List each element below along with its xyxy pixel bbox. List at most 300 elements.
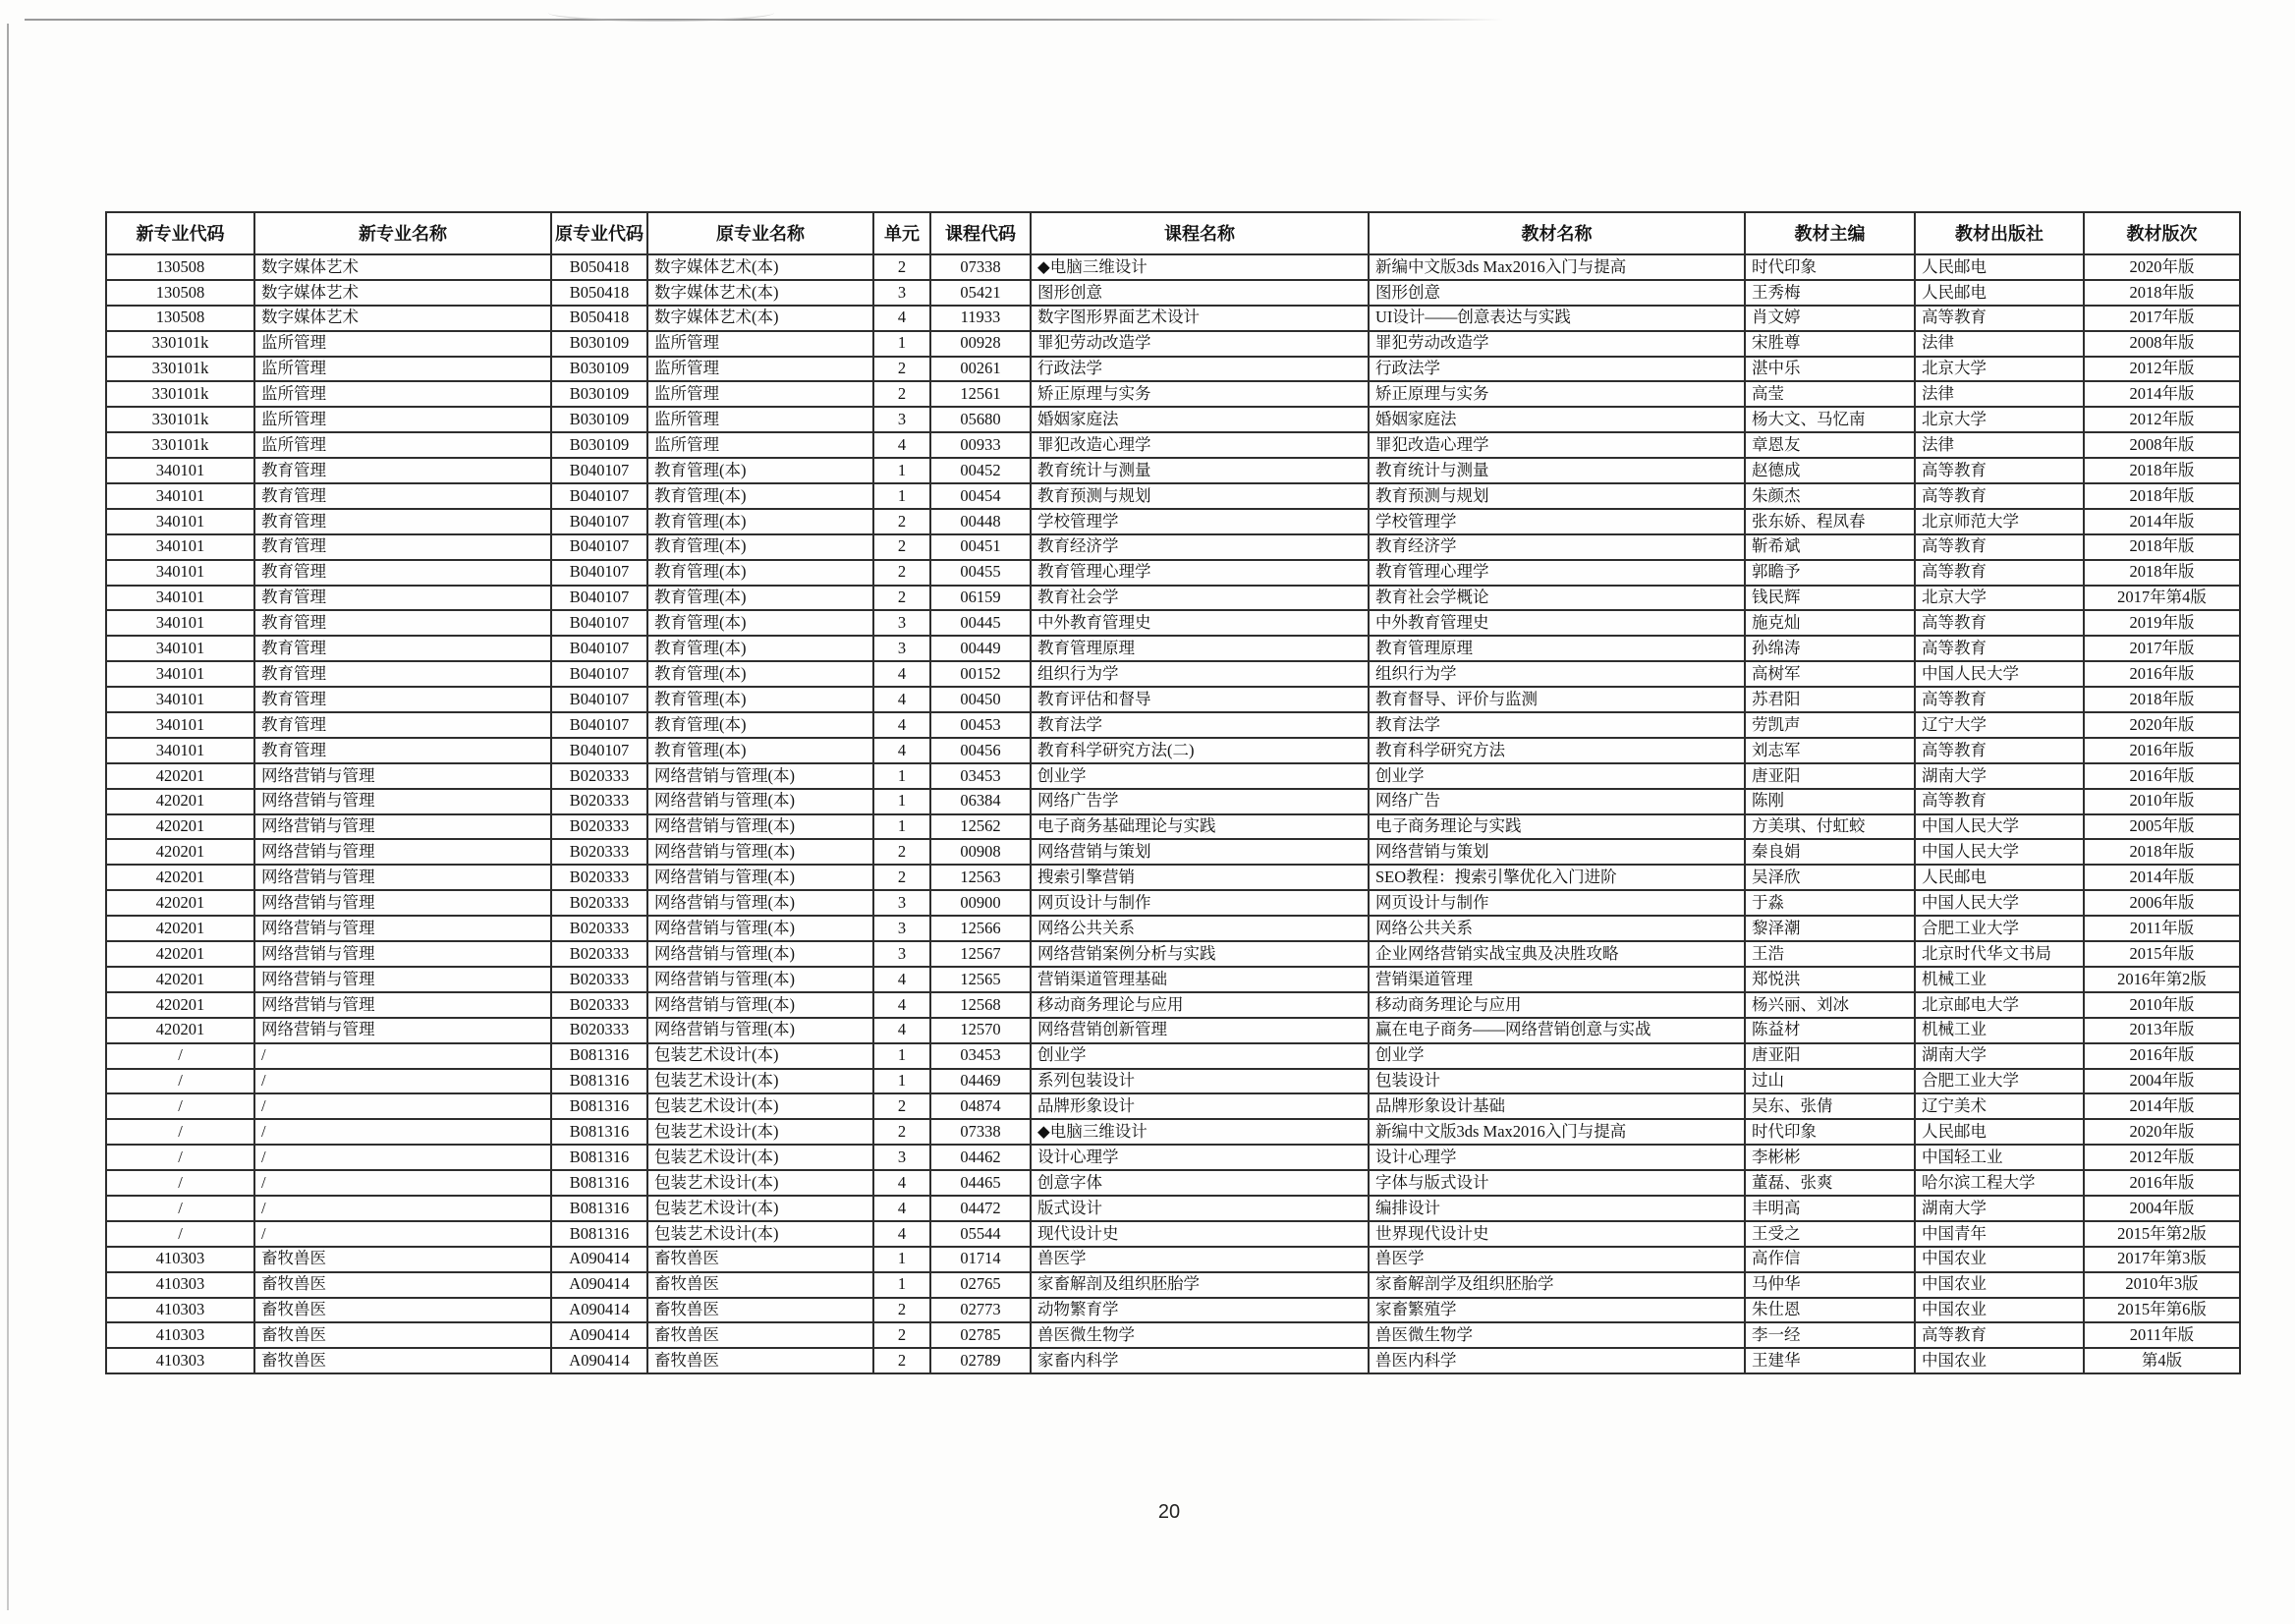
table-cell: 组织行为学 xyxy=(1031,661,1369,687)
table-cell: 教育管理 xyxy=(254,534,551,560)
table-cell: B050418 xyxy=(551,254,647,280)
table-row xyxy=(106,661,2240,687)
table-cell: 3 xyxy=(873,636,930,661)
table-cell: 340101 xyxy=(106,560,254,586)
table-cell: 监所管理 xyxy=(254,357,551,382)
table-cell: 00451 xyxy=(930,534,1031,560)
table-cell: B020333 xyxy=(551,916,647,941)
table-cell: B040107 xyxy=(551,560,647,586)
table-cell: 02765 xyxy=(930,1272,1031,1298)
table-cell: B040107 xyxy=(551,636,647,661)
table-cell: 北京大学 xyxy=(1915,407,2084,432)
table-cell: B081316 xyxy=(551,1221,647,1247)
table-cell: 网络营销与管理 xyxy=(254,763,551,789)
table-cell: 2018年版 xyxy=(2084,483,2240,509)
table-cell: 系列包装设计 xyxy=(1031,1069,1369,1094)
table-cell: 湛中乐 xyxy=(1745,357,1915,382)
table-cell: 4 xyxy=(873,738,930,763)
table-cell: 1 xyxy=(873,789,930,814)
table-cell: 网页设计与制作 xyxy=(1031,890,1369,916)
table-cell: B040107 xyxy=(551,712,647,738)
table-cell: 郑悦洪 xyxy=(1745,967,1915,992)
table-cell: 4 xyxy=(873,1018,930,1043)
table-cell: 高等教育 xyxy=(1915,306,2084,331)
table-cell: 2016年版 xyxy=(2084,1043,2240,1069)
table-cell: 2017年第3版 xyxy=(2084,1247,2240,1272)
table-cell: 杨兴丽、刘冰 xyxy=(1745,992,1915,1018)
table-row xyxy=(106,890,2240,916)
table-cell: 2016年版 xyxy=(2084,661,2240,687)
table-cell: 420201 xyxy=(106,967,254,992)
table-cell: 420201 xyxy=(106,916,254,941)
table-cell: 人民邮电 xyxy=(1915,865,2084,890)
table-cell: 中国农业 xyxy=(1915,1272,2084,1298)
table-row xyxy=(106,1093,2240,1119)
table-row xyxy=(106,1119,2240,1145)
table-row xyxy=(106,992,2240,1018)
table-cell: 06159 xyxy=(930,586,1031,611)
table-cell: 2012年版 xyxy=(2084,1145,2240,1170)
table-cell: 1 xyxy=(873,1069,930,1094)
table-cell: 北京时代华文书局 xyxy=(1915,941,2084,967)
header-row xyxy=(106,212,2240,254)
table-cell: 教育督导、评价与监测 xyxy=(1369,687,1745,712)
table-row xyxy=(106,967,2240,992)
table-cell: 2015年第2版 xyxy=(2084,1221,2240,1247)
table-cell: 陈益材 xyxy=(1745,1018,1915,1043)
table-cell: 中国农业 xyxy=(1915,1348,2084,1373)
table-cell: 矫正原理与实务 xyxy=(1031,381,1369,407)
table-cell: 营销渠道管理 xyxy=(1369,967,1745,992)
table-cell: 340101 xyxy=(106,712,254,738)
table-cell: 2011年版 xyxy=(2084,1322,2240,1348)
table-cell: 创业学 xyxy=(1369,1043,1745,1069)
table-cell: 教育社会学 xyxy=(1031,586,1369,611)
table-row xyxy=(106,331,2240,357)
table-cell: 340101 xyxy=(106,586,254,611)
table-cell: B050418 xyxy=(551,280,647,306)
table-row xyxy=(106,1069,2240,1094)
table-cell: 网络广告学 xyxy=(1031,789,1369,814)
table-cell: 教育管理(本) xyxy=(647,636,873,661)
column-header: 课程名称 xyxy=(1031,212,1369,254)
table-cell: 12563 xyxy=(930,865,1031,890)
table-cell: 网络营销与管理(本) xyxy=(647,941,873,967)
table-cell: 数字媒体艺术(本) xyxy=(647,306,873,331)
table-cell: 2014年版 xyxy=(2084,509,2240,534)
table-cell: 字体与版式设计 xyxy=(1369,1170,1745,1196)
table-cell: 330101k xyxy=(106,381,254,407)
table-cell: 包装艺术设计(本) xyxy=(647,1093,873,1119)
table-cell: 罪犯劳动改造学 xyxy=(1369,331,1745,357)
table-row xyxy=(106,1043,2240,1069)
table-cell: 2 xyxy=(873,865,930,890)
table-row xyxy=(106,687,2240,712)
table-cell: 4 xyxy=(873,1170,930,1196)
table-cell: / xyxy=(106,1170,254,1196)
table-cell: B040107 xyxy=(551,738,647,763)
table-cell: 4 xyxy=(873,1196,930,1221)
table-cell: 340101 xyxy=(106,483,254,509)
table-cell: B020333 xyxy=(551,967,647,992)
table-row xyxy=(106,280,2240,306)
table-cell: B040107 xyxy=(551,610,647,636)
table-cell: 唐亚阳 xyxy=(1745,763,1915,789)
table-cell: 包装艺术设计(本) xyxy=(647,1069,873,1094)
table-cell: 于淼 xyxy=(1745,890,1915,916)
table-cell: 教育管理(本) xyxy=(647,610,873,636)
table-cell: B020333 xyxy=(551,992,647,1018)
table-cell: 教育社会学概论 xyxy=(1369,586,1745,611)
table-cell: / xyxy=(254,1170,551,1196)
table-cell: 网络营销与管理(本) xyxy=(647,763,873,789)
table-cell: B040107 xyxy=(551,458,647,483)
table-cell: 410303 xyxy=(106,1298,254,1323)
table-cell: 宋胜尊 xyxy=(1745,331,1915,357)
table-cell: 网络营销与管理(本) xyxy=(647,839,873,865)
table-cell: 监所管理 xyxy=(254,432,551,458)
table-cell: 410303 xyxy=(106,1272,254,1298)
table-cell: 07338 xyxy=(930,254,1031,280)
table-cell: 04462 xyxy=(930,1145,1031,1170)
table-cell: 兽医学 xyxy=(1031,1247,1369,1272)
table-cell: 420201 xyxy=(106,1018,254,1043)
table-cell: 2 xyxy=(873,1348,930,1373)
table-cell: 教育预测与规划 xyxy=(1369,483,1745,509)
table-cell: 监所管理 xyxy=(254,407,551,432)
table-cell: 高树军 xyxy=(1745,661,1915,687)
table-cell: 网络营销与管理(本) xyxy=(647,1018,873,1043)
table-cell: 教育管理(本) xyxy=(647,509,873,534)
table-cell: 湖南大学 xyxy=(1915,763,2084,789)
table-cell: 网络营销案例分析与实践 xyxy=(1031,941,1369,967)
table-cell: B050418 xyxy=(551,306,647,331)
table-cell: 教育管理原理 xyxy=(1031,636,1369,661)
table-cell: 3 xyxy=(873,890,930,916)
table-cell: 00448 xyxy=(930,509,1031,534)
scan-border-top-line xyxy=(25,19,1503,21)
table-row xyxy=(106,610,2240,636)
table-cell: 2008年版 xyxy=(2084,331,2240,357)
table-cell: 00454 xyxy=(930,483,1031,509)
table-cell: 兽医内科学 xyxy=(1369,1348,1745,1373)
table-row xyxy=(106,712,2240,738)
table-cell: 网络营销与管理 xyxy=(254,992,551,1018)
table-cell: 2016年版 xyxy=(2084,1170,2240,1196)
table-cell: / xyxy=(254,1221,551,1247)
table-cell: 05680 xyxy=(930,407,1031,432)
table-cell: B081316 xyxy=(551,1196,647,1221)
table-cell: 12565 xyxy=(930,967,1031,992)
table-cell: 12567 xyxy=(930,941,1031,967)
table-cell: B040107 xyxy=(551,534,647,560)
table-cell: 兽医微生物学 xyxy=(1369,1322,1745,1348)
table-cell: 教育经济学 xyxy=(1031,534,1369,560)
table-row xyxy=(106,789,2240,814)
table-cell: 施克灿 xyxy=(1745,610,1915,636)
table-cell: 03453 xyxy=(930,1043,1031,1069)
table-cell: 教育管理(本) xyxy=(647,661,873,687)
table-row xyxy=(106,636,2240,661)
table-cell: 00908 xyxy=(930,839,1031,865)
table-cell: 包装艺术设计(本) xyxy=(647,1170,873,1196)
table-cell: 340101 xyxy=(106,509,254,534)
table-row xyxy=(106,1018,2240,1043)
table-row xyxy=(106,1145,2240,1170)
table-cell: 教育管理 xyxy=(254,509,551,534)
table-cell: 王秀梅 xyxy=(1745,280,1915,306)
table-cell: 410303 xyxy=(106,1322,254,1348)
table-cell: 中国人民大学 xyxy=(1915,661,2084,687)
table-cell: 高等教育 xyxy=(1915,483,2084,509)
table-cell: 包装艺术设计(本) xyxy=(647,1196,873,1221)
table-cell: 北京大学 xyxy=(1915,357,2084,382)
table-cell: 新编中文版3ds Max2016入门与提高 xyxy=(1369,254,1745,280)
table-cell: 340101 xyxy=(106,610,254,636)
table-cell: B081316 xyxy=(551,1145,647,1170)
table-cell: 教育管理(本) xyxy=(647,560,873,586)
table-cell: 00450 xyxy=(930,687,1031,712)
table-cell: 2010年3版 xyxy=(2084,1272,2240,1298)
table-cell: 教育管理 xyxy=(254,586,551,611)
table-cell: 教育预测与规划 xyxy=(1031,483,1369,509)
table-cell: 丰明高 xyxy=(1745,1196,1915,1221)
table-cell: 高莹 xyxy=(1745,381,1915,407)
table-row xyxy=(106,839,2240,865)
table-cell: 2 xyxy=(873,1322,930,1348)
table-row xyxy=(106,738,2240,763)
table-cell: 00261 xyxy=(930,357,1031,382)
table-cell: 包装艺术设计(本) xyxy=(647,1221,873,1247)
table-cell: 2 xyxy=(873,381,930,407)
table-cell: 04469 xyxy=(930,1069,1031,1094)
table-row xyxy=(106,1247,2240,1272)
table-cell: SEO教程：搜索引擎优化入门进阶 xyxy=(1369,865,1745,890)
table-cell: 监所管理 xyxy=(254,331,551,357)
table-cell: 网络营销创新管理 xyxy=(1031,1018,1369,1043)
table-cell: 畜牧兽医 xyxy=(254,1298,551,1323)
table-cell: 2010年版 xyxy=(2084,789,2240,814)
table-cell: 兽医学 xyxy=(1369,1247,1745,1272)
page-number: 20 xyxy=(1157,1501,1181,1523)
table-cell: 2016年版 xyxy=(2084,738,2240,763)
table-cell: 李一经 xyxy=(1745,1322,1915,1348)
table-cell: 教育管理 xyxy=(254,610,551,636)
table-cell: 移动商务理论与应用 xyxy=(1369,992,1745,1018)
table-cell: 人民邮电 xyxy=(1915,1119,2084,1145)
table-row xyxy=(106,306,2240,331)
table-cell: 高等教育 xyxy=(1915,636,2084,661)
table-cell: 00449 xyxy=(930,636,1031,661)
table-cell: 2018年版 xyxy=(2084,687,2240,712)
table-cell: 时代印象 xyxy=(1745,1119,1915,1145)
table-cell: 2018年版 xyxy=(2084,458,2240,483)
table-cell: 包装艺术设计(本) xyxy=(647,1145,873,1170)
table-cell: 410303 xyxy=(106,1247,254,1272)
table-cell: 00445 xyxy=(930,610,1031,636)
table-cell: B030109 xyxy=(551,381,647,407)
table-cell: 340101 xyxy=(106,687,254,712)
table-cell: 湖南大学 xyxy=(1915,1196,2084,1221)
table-row xyxy=(106,1170,2240,1196)
table-cell: B020333 xyxy=(551,890,647,916)
table-cell: 畜牧兽医 xyxy=(647,1298,873,1323)
table-cell: 高等教育 xyxy=(1915,560,2084,586)
table-cell: 高等教育 xyxy=(1915,789,2084,814)
table-cell: 肖文婷 xyxy=(1745,306,1915,331)
table-cell: 朱颜杰 xyxy=(1745,483,1915,509)
table-cell: 高等教育 xyxy=(1915,738,2084,763)
table-cell: 畜牧兽医 xyxy=(254,1348,551,1373)
table-cell: 监所管理 xyxy=(647,381,873,407)
column-header: 教材名称 xyxy=(1369,212,1745,254)
table-cell: 网络营销与管理(本) xyxy=(647,865,873,890)
table-cell: 张东娇、程凤春 xyxy=(1745,509,1915,534)
table-cell: 2012年版 xyxy=(2084,357,2240,382)
table-cell: 刘志军 xyxy=(1745,738,1915,763)
table-cell: A090414 xyxy=(551,1272,647,1298)
table-cell: B040107 xyxy=(551,687,647,712)
table-cell: / xyxy=(254,1069,551,1094)
table-cell: 北京师范大学 xyxy=(1915,509,2084,534)
table-cell: 420201 xyxy=(106,992,254,1018)
table-row xyxy=(106,1322,2240,1348)
table-row xyxy=(106,1272,2240,1298)
table-cell: 设计心理学 xyxy=(1031,1145,1369,1170)
table-cell: 网络营销与管理(本) xyxy=(647,992,873,1018)
table-cell: 品牌形象设计 xyxy=(1031,1093,1369,1119)
table-cell: 2018年版 xyxy=(2084,560,2240,586)
table-cell: 网络营销与管理(本) xyxy=(647,814,873,840)
table-cell: 教育法学 xyxy=(1031,712,1369,738)
column-header: 课程代码 xyxy=(930,212,1031,254)
table-cell: 王建华 xyxy=(1745,1348,1915,1373)
table-cell: 郭瞻予 xyxy=(1745,560,1915,586)
table-row xyxy=(106,534,2240,560)
table-cell: 410303 xyxy=(106,1348,254,1373)
table-cell: 2 xyxy=(873,357,930,382)
table-cell: 畜牧兽医 xyxy=(647,1272,873,1298)
table-cell: 畜牧兽医 xyxy=(647,1348,873,1373)
table-cell: 4 xyxy=(873,1221,930,1247)
table-cell: 03453 xyxy=(930,763,1031,789)
table-cell: 教育管理(本) xyxy=(647,458,873,483)
table-cell: 网络营销与管理 xyxy=(254,839,551,865)
table-cell: 人民邮电 xyxy=(1915,254,2084,280)
table-cell: 企业网络营销实战宝典及决胜攻略 xyxy=(1369,941,1745,967)
table-row xyxy=(106,458,2240,483)
table-cell: 2013年版 xyxy=(2084,1018,2240,1043)
column-header: 单元 xyxy=(873,212,930,254)
table-cell: 高等教育 xyxy=(1915,458,2084,483)
table-cell: 家畜内科学 xyxy=(1031,1348,1369,1373)
table-cell: 2019年版 xyxy=(2084,610,2240,636)
table-cell: 00900 xyxy=(930,890,1031,916)
table-cell: / xyxy=(254,1145,551,1170)
column-header: 原专业名称 xyxy=(647,212,873,254)
table-cell: 家畜解剖及组织胚胎学 xyxy=(1031,1272,1369,1298)
table-cell: 赵德成 xyxy=(1745,458,1915,483)
table-cell: 监所管理 xyxy=(254,381,551,407)
table-cell: 130508 xyxy=(106,254,254,280)
table-cell: 学校管理学 xyxy=(1369,509,1745,534)
table-cell: / xyxy=(254,1196,551,1221)
column-header: 教材主编 xyxy=(1745,212,1915,254)
table-cell: / xyxy=(254,1119,551,1145)
table-row xyxy=(106,865,2240,890)
table-cell: / xyxy=(106,1119,254,1145)
table-cell: 网络营销与管理 xyxy=(254,916,551,941)
table-cell: 420201 xyxy=(106,839,254,865)
table-cell: 340101 xyxy=(106,661,254,687)
table-cell: 2005年版 xyxy=(2084,814,2240,840)
table-cell: B081316 xyxy=(551,1043,647,1069)
table-cell: 00452 xyxy=(930,458,1031,483)
table-cell: 1 xyxy=(873,458,930,483)
table-cell: 教育统计与测量 xyxy=(1031,458,1369,483)
table-cell: 00152 xyxy=(930,661,1031,687)
table-cell: / xyxy=(106,1196,254,1221)
column-header: 教材出版社 xyxy=(1915,212,2084,254)
table-cell: 版式设计 xyxy=(1031,1196,1369,1221)
table-cell: 孙绵涛 xyxy=(1745,636,1915,661)
table-cell: 设计心理学 xyxy=(1369,1145,1745,1170)
table-cell: 教育管理 xyxy=(254,483,551,509)
table-row xyxy=(106,560,2240,586)
table-cell: 兽医微生物学 xyxy=(1031,1322,1369,1348)
table-cell: 创业学 xyxy=(1369,763,1745,789)
table-row xyxy=(106,763,2240,789)
table-cell: / xyxy=(106,1221,254,1247)
table-cell: 教育管理(本) xyxy=(647,738,873,763)
table-cell: 畜牧兽医 xyxy=(254,1272,551,1298)
table-cell: / xyxy=(106,1145,254,1170)
table-cell: 教育统计与测量 xyxy=(1369,458,1745,483)
table-cell: 12561 xyxy=(930,381,1031,407)
table-cell: 2004年版 xyxy=(2084,1196,2240,1221)
table-row xyxy=(106,407,2240,432)
table-cell: 00456 xyxy=(930,738,1031,763)
table-cell: 网络公共关系 xyxy=(1369,916,1745,941)
table-cell: 朱仕恩 xyxy=(1745,1298,1915,1323)
table-row xyxy=(106,941,2240,967)
table-cell: 方美琪、付虹蛟 xyxy=(1745,814,1915,840)
table-cell: 苏君阳 xyxy=(1745,687,1915,712)
table-cell: 网络营销与管理 xyxy=(254,890,551,916)
table-cell: 中外教育管理史 xyxy=(1369,610,1745,636)
table-cell: 教育管理(本) xyxy=(647,586,873,611)
table-cell: 04465 xyxy=(930,1170,1031,1196)
table-cell: 监所管理 xyxy=(647,357,873,382)
table-cell: B020333 xyxy=(551,1018,647,1043)
table-cell: 05421 xyxy=(930,280,1031,306)
table-cell: A090414 xyxy=(551,1298,647,1323)
table-cell: 3 xyxy=(873,610,930,636)
table-cell: 11933 xyxy=(930,306,1031,331)
table-cell: 创业学 xyxy=(1031,763,1369,789)
table-cell: 马仲华 xyxy=(1745,1272,1915,1298)
table-cell: 2 xyxy=(873,1119,930,1145)
column-header: 教材版次 xyxy=(2084,212,2240,254)
table-cell: 教育管理 xyxy=(254,458,551,483)
table-cell: B030109 xyxy=(551,331,647,357)
table-cell: 教育管理(本) xyxy=(647,483,873,509)
table-cell: 黎泽潮 xyxy=(1745,916,1915,941)
table-cell: 教育管理 xyxy=(254,712,551,738)
table-cell: 法律 xyxy=(1915,331,2084,357)
table-cell: 辽宁大学 xyxy=(1915,712,2084,738)
table-cell: 3 xyxy=(873,280,930,306)
